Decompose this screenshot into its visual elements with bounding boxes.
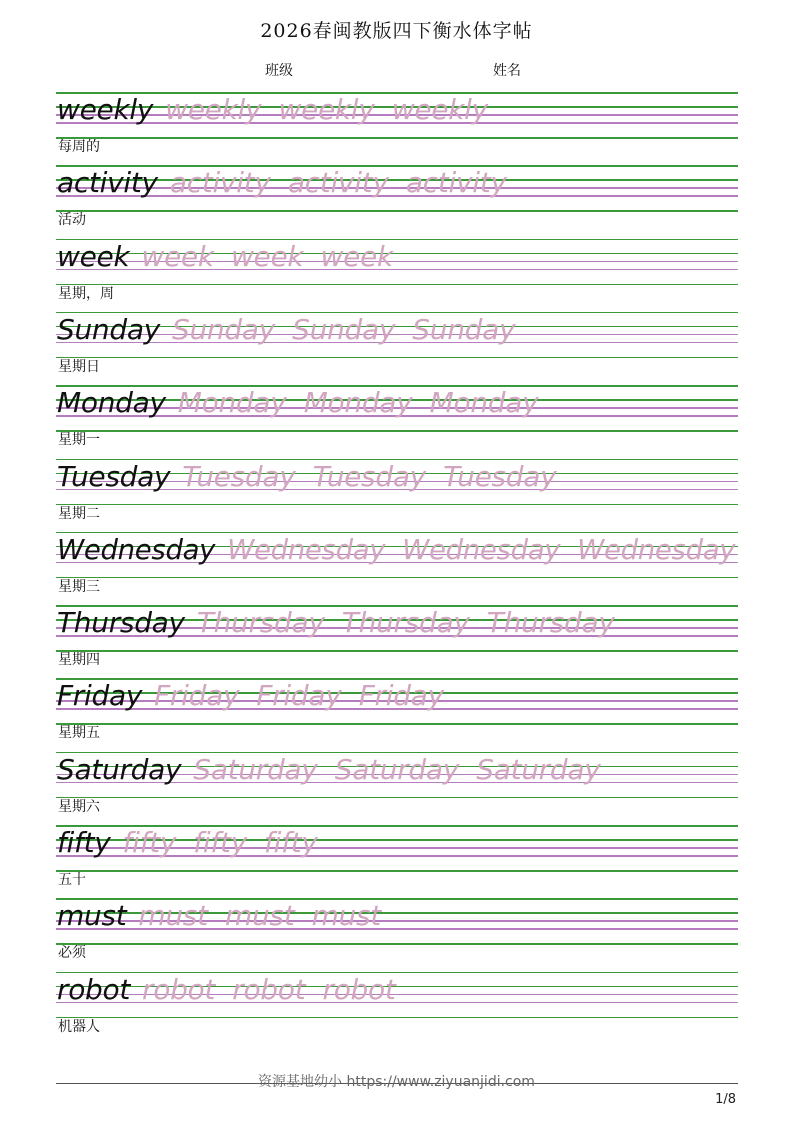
guide-line-green xyxy=(56,943,738,945)
word-meaning: 星期三 xyxy=(58,578,100,595)
word-meaning: 每周的 xyxy=(58,139,100,155)
class-label: 班级 xyxy=(265,63,293,79)
word-text: weekly xyxy=(57,93,154,126)
word-row xyxy=(56,678,738,740)
word-text: Thursday xyxy=(57,606,185,640)
word-row xyxy=(56,825,738,887)
practice-word xyxy=(57,679,444,713)
word-text: Tuesday xyxy=(57,459,171,493)
page-title: 2026春闽教版四下衡水体字帖 xyxy=(260,20,533,42)
trace-text: Monday Monday Monday xyxy=(177,386,539,420)
trace-text: Tuesday Tuesday Tuesday xyxy=(182,459,557,493)
practice-word xyxy=(57,533,735,567)
word-meaning: 星期四 xyxy=(58,652,100,669)
guide-line-green xyxy=(56,137,738,139)
word-row xyxy=(56,385,738,447)
practice-word xyxy=(57,93,488,127)
trace-text: week week week xyxy=(141,239,393,273)
practice-word xyxy=(57,899,381,933)
word-text: week xyxy=(57,239,130,273)
guide-line-green xyxy=(56,797,738,799)
word-meaning: 星期二 xyxy=(58,505,100,522)
word-row xyxy=(56,972,738,1034)
trace-text: must must must xyxy=(138,899,381,933)
guide-line-green xyxy=(56,1017,738,1019)
word-row xyxy=(56,92,738,154)
practice-word xyxy=(57,753,601,787)
word-meaning: 活动 xyxy=(58,212,86,229)
practice-word xyxy=(57,386,538,420)
trace-text: robot robot robot xyxy=(142,972,396,1006)
guide-line-green xyxy=(56,284,738,286)
word-meaning: 星期五 xyxy=(58,725,100,742)
word-meaning: 机器人 xyxy=(58,1018,100,1035)
trace-text: weekly weekly weekly xyxy=(165,93,488,126)
guide-line-green xyxy=(56,577,738,579)
word-row xyxy=(56,459,738,521)
footer-text: 资源基地幼小 https://www.ziyuanjidi.com xyxy=(258,1074,535,1090)
name-label: 姓名 xyxy=(493,63,521,79)
word-text: activity xyxy=(57,166,158,200)
word-text: Friday xyxy=(57,679,143,713)
practice-word xyxy=(57,826,318,860)
word-meaning: 星期，周 xyxy=(58,285,114,302)
practice-word xyxy=(57,313,515,347)
word-meaning: 星期日 xyxy=(58,358,100,375)
guide-line-green xyxy=(56,723,738,725)
trace-text: fifty fifty fifty xyxy=(122,826,318,859)
word-meaning: 必须 xyxy=(58,945,86,962)
trace-text: Wednesday Wednesday Wednesday xyxy=(227,533,736,566)
trace-text: Sunday Sunday Sunday xyxy=(171,312,516,346)
word-text: Monday xyxy=(57,386,166,420)
word-text: Wednesday xyxy=(57,533,216,566)
guide-line-green xyxy=(56,504,738,506)
guide-line-green xyxy=(56,430,738,432)
trace-text: Saturday Saturday Saturday xyxy=(193,752,601,786)
practice-word xyxy=(57,973,396,1007)
practice-word xyxy=(57,240,393,274)
word-text: robot xyxy=(57,972,131,1006)
word-row xyxy=(56,239,738,301)
word-text: fifty xyxy=(57,826,111,859)
word-text: Sunday xyxy=(57,312,160,346)
guide-line-green xyxy=(56,210,738,212)
word-meaning: 五十 xyxy=(58,872,86,888)
practice-word xyxy=(57,606,615,640)
trace-text: Thursday Thursday Thursday xyxy=(196,606,615,640)
word-row xyxy=(56,532,738,594)
guide-line-green xyxy=(56,357,738,359)
guide-line-green xyxy=(56,870,738,872)
word-text: must xyxy=(57,899,127,933)
word-row xyxy=(56,752,738,814)
trace-text: Friday Friday Friday xyxy=(154,679,444,713)
word-meaning: 星期一 xyxy=(58,432,100,449)
word-row xyxy=(56,605,738,667)
word-text: Saturday xyxy=(57,752,182,786)
guide-line-green xyxy=(56,650,738,652)
word-row xyxy=(56,312,738,374)
word-row xyxy=(56,165,738,227)
word-row xyxy=(56,898,738,960)
page-number: 1/8 xyxy=(715,1092,736,1107)
practice-word xyxy=(57,166,507,200)
word-meaning: 星期六 xyxy=(58,798,100,815)
trace-text: activity activity activity xyxy=(169,166,507,200)
practice-word xyxy=(57,460,556,494)
